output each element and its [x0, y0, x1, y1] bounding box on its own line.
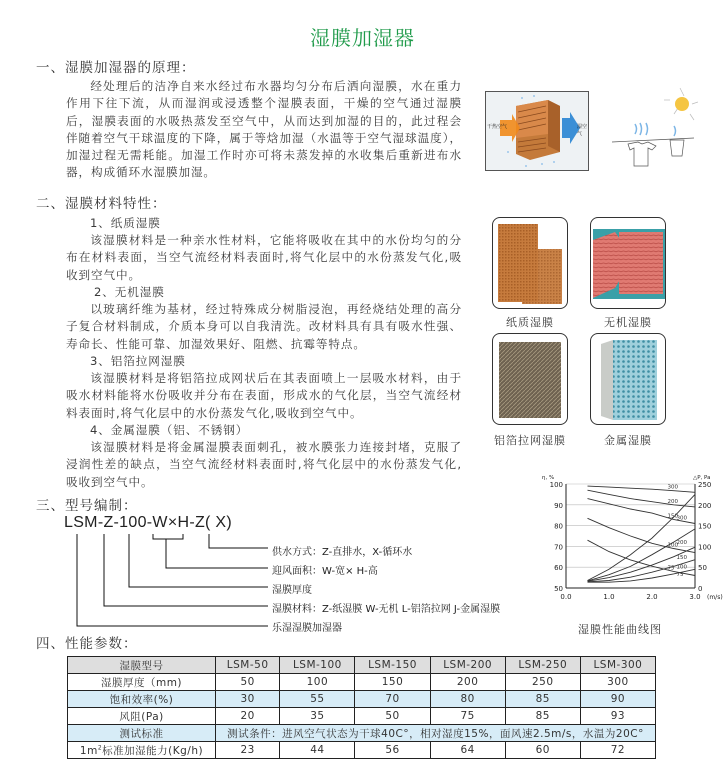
- table-row-test-standard: [68, 725, 656, 742]
- material-text-metal: 该湿膜材料是将金属湿膜表面刺孔，被水膜张力连接封堵，克服了浸润性差的缺点，当空气流经材料表面时,将气化层中的水份蒸发气化,吸收到空气中。: [66, 440, 462, 489]
- chart-y-right-label: △P, Pa: [693, 475, 711, 481]
- code-part-material: Z: [103, 514, 114, 531]
- performance-table: [67, 656, 656, 759]
- table-header-cell: LSM-150: [355, 657, 430, 674]
- wet-pad-illustration: [486, 92, 588, 170]
- chart-y-right-tick: 150: [698, 522, 712, 531]
- material-text-aluminum-mesh: 该湿膜材料是将铝箔拉成网状后在其表面喷上一层吸水材料，由于吸水材料能将水份吸收并分布在表面，形成水的气化层，当空气流经材料表面时,将气化层中的水份蒸发气化,吸收到空气中。: [66, 371, 462, 420]
- chart-y-left-tick: 80: [554, 522, 563, 531]
- table-cell: 23: [216, 742, 280, 759]
- code-sep: -: [97, 514, 104, 531]
- table-cell: 55: [280, 691, 355, 708]
- table-row-capacity: [68, 742, 656, 759]
- code-part-area: W×H: [152, 514, 190, 531]
- chart-y-left-tick: 50: [554, 585, 563, 593]
- table-cell: 150: [355, 674, 430, 691]
- chart-efficiency-label: 300: [667, 484, 678, 491]
- capacity-label-sup: 2: [97, 744, 103, 751]
- table-cell: 250: [505, 674, 580, 691]
- diagram-out-label: 湿空气: [577, 124, 588, 137]
- table-cell: 80: [430, 691, 505, 708]
- inorganic-pad-image: [590, 217, 666, 309]
- legend-material: 湿膜材料：Z-纸湿膜 W-无机 L-铝箔拉网 J-金属湿膜: [272, 604, 501, 615]
- chart-y-right-tick: 0: [698, 585, 703, 593]
- chart-x-tick: 1.0: [603, 593, 615, 601]
- page-title: 湿膜加湿器: [310, 26, 415, 50]
- table-header-cell: LSM-250: [505, 657, 580, 674]
- legend-thickness: 湿膜厚度: [272, 585, 312, 596]
- chart-efficiency-line: [588, 490, 696, 507]
- chart-efficiency-line: [588, 486, 696, 492]
- table-cell: 60: [505, 742, 580, 759]
- chart-efficiency-line: [588, 518, 696, 552]
- chart-x-tick: 0.0: [560, 593, 572, 601]
- drying-clothes-illustration: [608, 86, 698, 172]
- chart-y-left-tick: 100: [549, 481, 563, 489]
- principle-text: 经处理后的洁净自来水经过布水器均匀分布后洒向湿膜，水在重力作用下往下流，从而湿润或浸透整个湿膜表面，干燥的空气通过湿膜后，湿膜表面的水吸热蒸发至空气中，从而达到加湿的目的，此过程会伴随着空气干球温度的下降，属于等焓加湿（水温等于空气湿球温度），加湿过程无需耗能。加湿工作时亦可将未蒸发掉的水收集后重新进布水器，构成循环水湿膜加湿。: [66, 79, 462, 180]
- table-cell: 70: [355, 691, 430, 708]
- material-title-inorganic: 2、无机湿膜: [94, 285, 165, 299]
- chart-y-left-tick: 60: [554, 564, 563, 573]
- chart-pressure-label: 200: [676, 540, 687, 547]
- table-cell: 85: [505, 708, 580, 725]
- code-sep: -: [113, 514, 120, 531]
- chart-efficiency-label: 100: [667, 542, 678, 549]
- humidifier-principle-diagram: [485, 91, 589, 171]
- material-body-aluminum-mesh: [66, 370, 462, 422]
- table-row: [68, 691, 656, 708]
- table-cell: 64: [430, 742, 505, 759]
- material-title-metal: 4、金属湿膜（铝、不锈钢）: [90, 423, 249, 437]
- performance-curve-svg: [540, 470, 725, 610]
- table-cell: 85: [505, 691, 580, 708]
- capacity-label-unit: 1m: [79, 744, 98, 757]
- chart-pressure-label: 100: [676, 564, 687, 571]
- table-header-cell: LSM-300: [580, 657, 655, 674]
- material-title-paper: 1、纸质湿膜: [90, 216, 161, 230]
- table-cell: 90: [580, 691, 655, 708]
- table-header-cell: LSM-50: [216, 657, 280, 674]
- section-heading-principle: 一、湿膜加湿器的原理：: [36, 60, 196, 76]
- code-part-brand: LSM: [64, 514, 98, 531]
- table-cell: 风阻(Pa): [68, 708, 216, 725]
- diagram-in-label: 干热空气: [487, 124, 508, 130]
- legend-water-supply: 供水方式：Z-直排水，X-循环水: [272, 547, 413, 558]
- table-cell: 56: [355, 742, 430, 759]
- sun-and-clothes-icon: [608, 86, 698, 172]
- table-row: [68, 708, 656, 725]
- table-cell: 300: [580, 674, 655, 691]
- table-header-cell: 湿膜型号: [68, 657, 216, 674]
- chart-pressure-label: 150: [676, 554, 687, 561]
- table-cell: 44: [280, 742, 355, 759]
- chart-efficiency-label: 150: [667, 513, 678, 520]
- chart-efficiency-label: 75: [667, 565, 675, 572]
- chart-y-left-tick: 70: [554, 543, 563, 552]
- table-header-cell: LSM-100: [280, 657, 355, 674]
- table-cell: 75: [430, 708, 505, 725]
- chart-y-left-label: η, %: [542, 475, 555, 481]
- code-part-thickness: 100: [119, 514, 147, 531]
- chart-y-right-tick: 100: [698, 543, 712, 552]
- table-cell: 20: [216, 708, 280, 725]
- table-cell: 饱和效率(%): [68, 691, 216, 708]
- chart-caption: 湿膜性能曲线图: [578, 623, 662, 636]
- table-header-row: [68, 657, 656, 674]
- paper-pad-image: [492, 217, 568, 309]
- material-body-inorganic: [66, 301, 462, 353]
- table-cell: 测试标准: [68, 725, 216, 742]
- material-title-aluminum-mesh: 3、铝箔拉网湿膜: [90, 354, 186, 368]
- code-part-water-supply: Z( X): [194, 514, 233, 531]
- chart-y-right-tick: 50: [698, 564, 707, 573]
- legend-brand: 乐湿湿膜加湿器: [272, 623, 342, 634]
- aluminum-mesh-pad-image: [492, 333, 568, 425]
- material-text-inorganic: 以玻璃纤维为基材，经过特殊成分树脂浸泡，再经烧结处理的高分子复合材料制成，介质本身可以自我清洗。改材料具有具有吸水性强、寿命长、性能可靠、加湿效果好、阻燃、抗霉等特点。: [66, 302, 462, 351]
- section-heading-performance: 四、性能参数：: [36, 636, 138, 652]
- model-code-connector-lines: [0, 530, 270, 630]
- chart-y-left-tick: 90: [554, 501, 563, 510]
- code-sep: -: [146, 514, 153, 531]
- caption-metal: 金属湿膜: [604, 434, 652, 447]
- section-heading-materials: 二、湿膜材料特性：: [36, 196, 167, 212]
- chart-pressure-label: 75: [676, 571, 684, 578]
- chart-x-tick: 2.0: [646, 593, 658, 601]
- caption-inorganic: 无机湿膜: [604, 316, 652, 329]
- chart-y-right-tick: 200: [698, 501, 712, 510]
- code-sep: -: [189, 514, 195, 531]
- chart-efficiency-label: 200: [667, 498, 678, 505]
- metal-pad-image: [590, 333, 666, 425]
- table-row: [68, 674, 656, 691]
- chart-pressure-label: 300: [676, 515, 687, 522]
- legend-face-area: 迎风面积：W-宽× H-高: [272, 566, 378, 577]
- material-text-paper: 该湿膜材料是一种亲水性材料，它能将吸收在其中的水份均匀的分布在材料表面，当空气流经材料表面时,将气化层中的水份蒸发气化,吸收到空气中。: [66, 233, 462, 282]
- table-cell-test-conditions: 测试条件：进风空气状态为干球40C°，相对湿度15%，面风速2.5m/s，水温为20C°: [216, 725, 656, 742]
- table-cell: 72: [580, 742, 655, 759]
- table-cell: 100: [280, 674, 355, 691]
- caption-aluminum-mesh: 铝箔拉网湿膜: [494, 434, 566, 447]
- caption-paper: 纸质湿膜: [506, 316, 554, 329]
- table-header-cell: LSM-200: [430, 657, 505, 674]
- table-cell: 93: [580, 708, 655, 725]
- table-cell: 50: [355, 708, 430, 725]
- section-heading-model-code: 三、型号编制：: [36, 498, 138, 514]
- capacity-label-text: 标准加湿能力(Kg/h): [102, 744, 204, 757]
- table-cell: 200: [430, 674, 505, 691]
- table-cell: 50: [216, 674, 280, 691]
- table-cell: 30: [216, 691, 280, 708]
- performance-chart: [540, 470, 725, 610]
- chart-y-right-tick: 250: [698, 481, 712, 489]
- chart-x-label: (m/s): [707, 594, 723, 601]
- material-body-metal: [66, 439, 462, 491]
- material-body-paper: [66, 232, 462, 284]
- principle-paragraph: [66, 78, 462, 182]
- table-cell: [68, 742, 216, 759]
- chart-x-tick: 3.0: [689, 593, 701, 601]
- table-cell: 湿膜厚度（mm): [68, 674, 216, 691]
- table-cell: 35: [280, 708, 355, 725]
